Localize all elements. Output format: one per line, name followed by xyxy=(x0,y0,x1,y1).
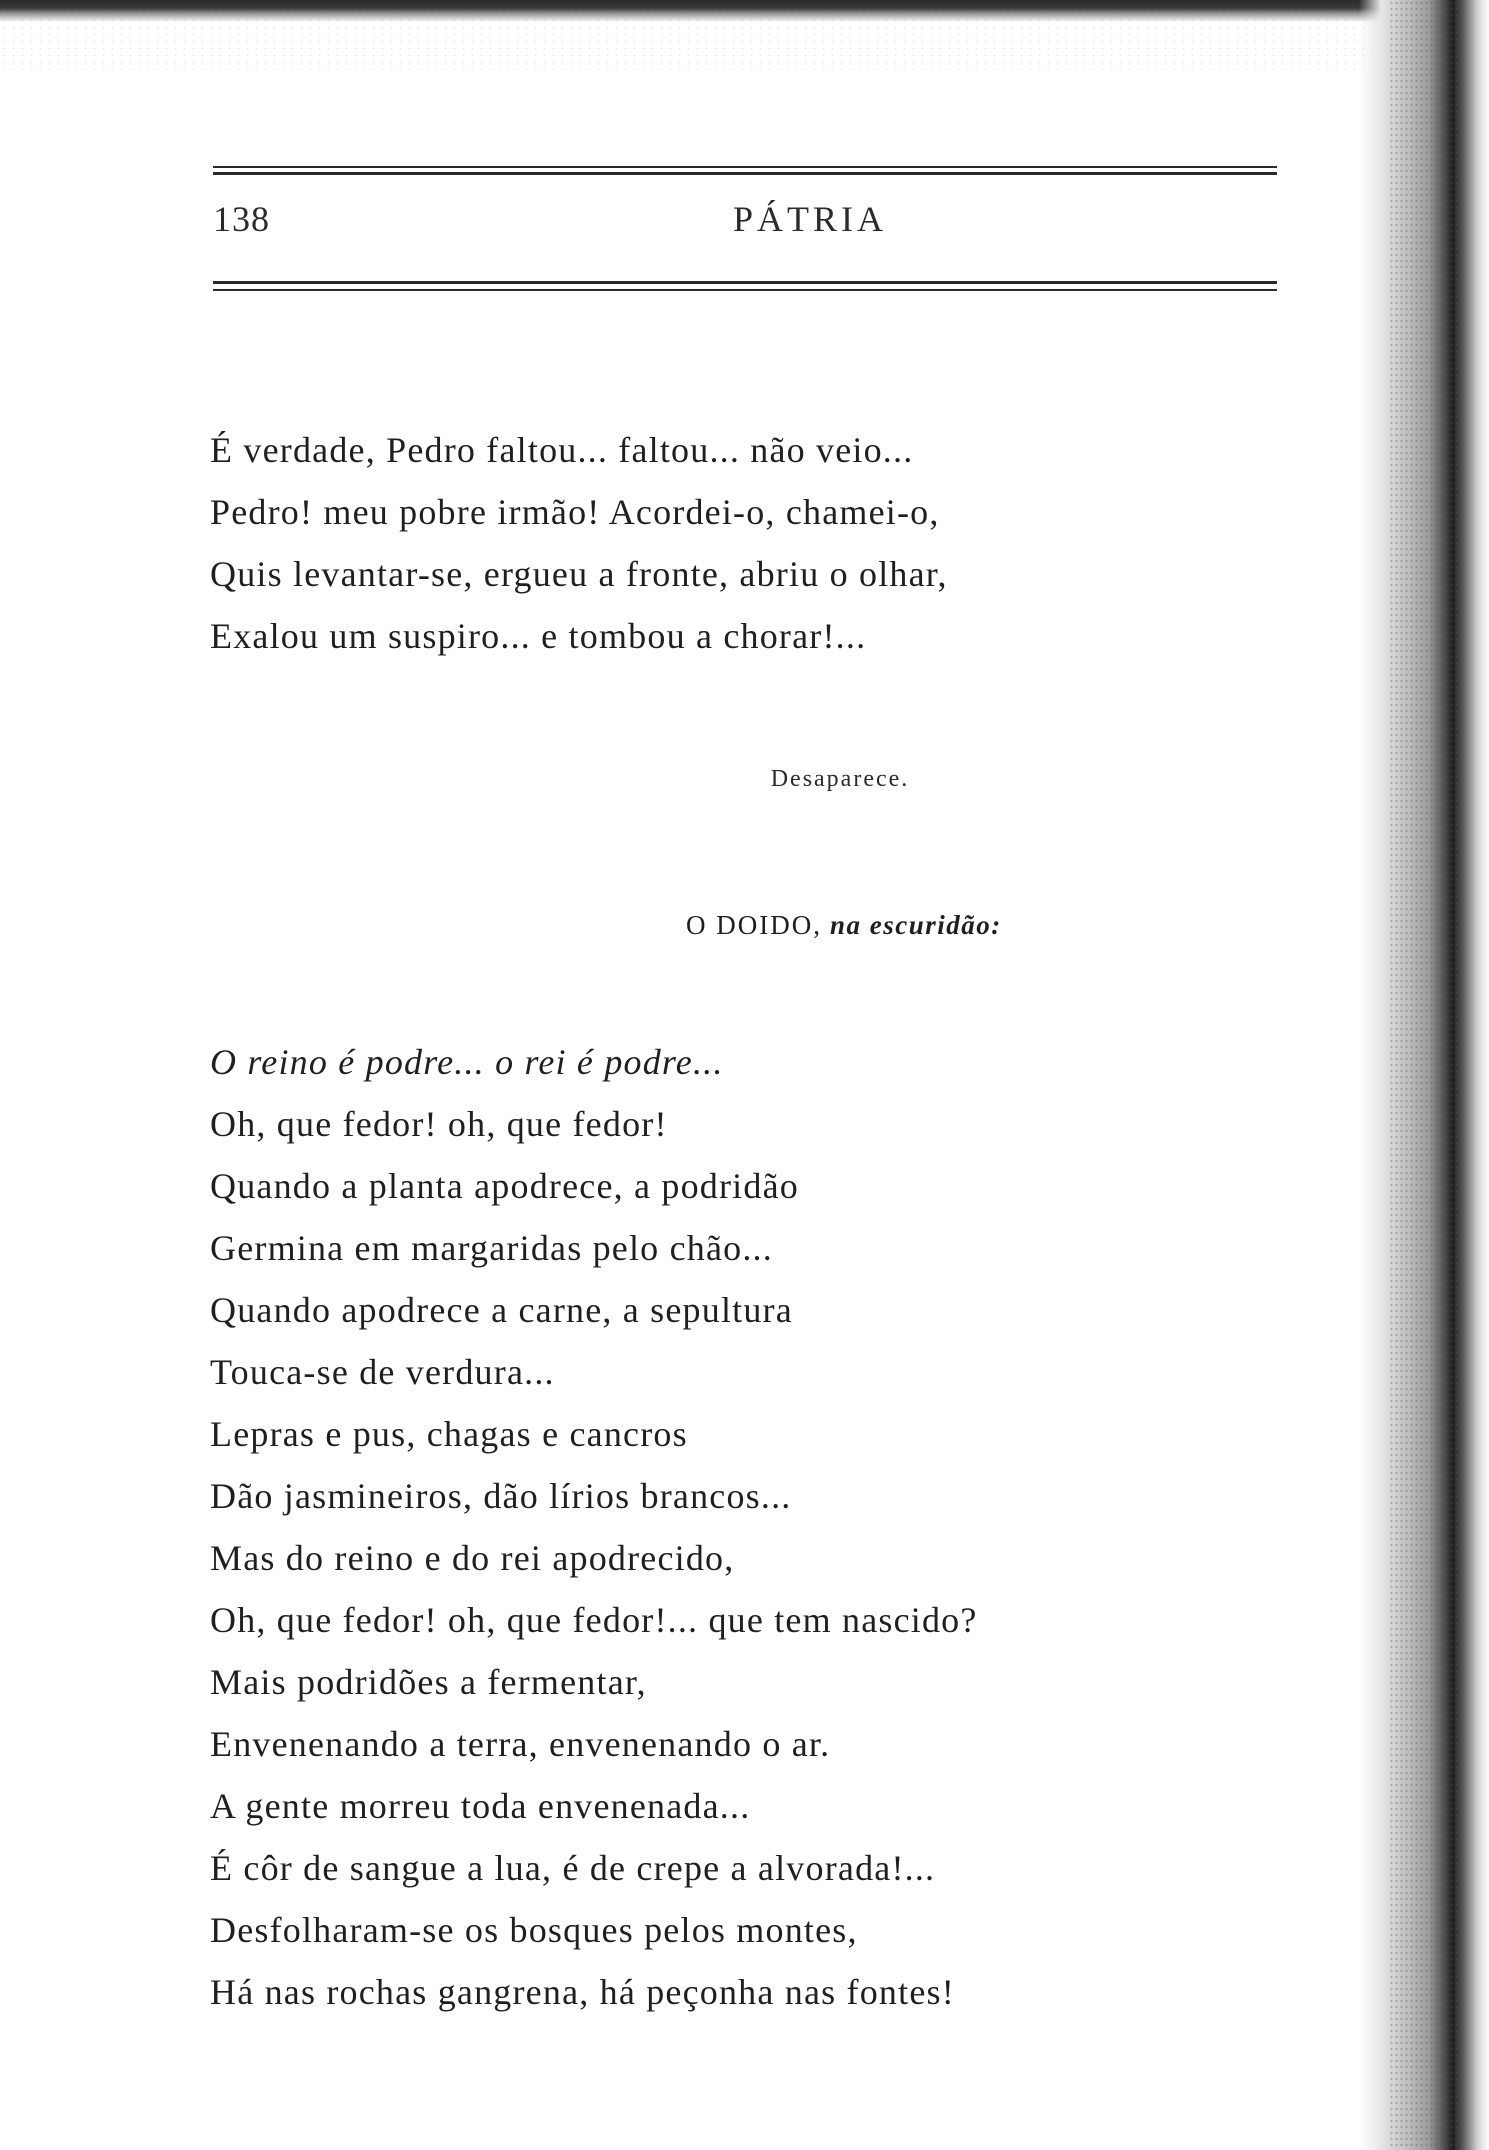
verse-line: Quis levantar-se, ergueu a fronte, abriu o olhar, xyxy=(210,554,948,594)
header-rule-bottom-thin xyxy=(213,289,1277,291)
verse-line: Quando a planta apodrece, a podridão xyxy=(210,1166,799,1206)
scan-noise xyxy=(0,10,1380,70)
running-title: PÁTRIA xyxy=(732,199,887,239)
verse-line: Pedro! meu pobre irmão! Acordei-o, chamei-o, xyxy=(210,492,940,532)
stage-direction: Desaparece. xyxy=(770,766,910,792)
verse-line: Oh, que fedor! oh, que fedor!... que tem nascido? xyxy=(210,1600,978,1640)
speaker-direction: na escuridão: xyxy=(829,910,1002,940)
verse-line: Oh, que fedor! oh, que fedor! xyxy=(210,1104,668,1144)
verse-line: Dão jasmineiros, dão lírios brancos... xyxy=(210,1476,792,1516)
verse-line: É côr de sangue a lua, é de crepe a alvorada!... xyxy=(210,1848,936,1888)
page-number: 138 xyxy=(213,199,270,239)
verse-line: Desfolharam-se os bosques pelos montes, xyxy=(210,1910,858,1950)
speaker-name: O DOIDO, xyxy=(686,910,822,940)
header-rule-top-thin xyxy=(213,166,1277,168)
speaker-heading xyxy=(686,910,1002,941)
verse-line: Quando apodrece a carne, a sepultura xyxy=(210,1290,793,1330)
header-rule-top-thick xyxy=(213,172,1277,175)
verse-line: Exalou um suspiro... e tombou a chorar!... xyxy=(210,616,867,656)
verse-line: A gente morreu toda envenenada... xyxy=(210,1786,751,1826)
binding-noise xyxy=(1389,0,1459,2150)
header-rule-bottom-thick xyxy=(213,281,1277,284)
verse-line: Mais podridões a fermentar, xyxy=(210,1662,647,1702)
verse-line: É verdade, Pedro faltou... faltou... não veio... xyxy=(210,430,914,470)
verse-line: Mas do reino e do rei apodrecido, xyxy=(210,1538,735,1578)
verse-line: O reino é podre... o rei é podre... xyxy=(210,1042,724,1082)
verse-line: Envenenando a terra, envenenando o ar. xyxy=(210,1724,831,1764)
verse-line: Há nas rochas gangrena, há peçonha nas fontes! xyxy=(210,1972,955,2012)
verse-line: Touca-se de verdura... xyxy=(210,1352,555,1392)
verse-line: Germina em margaridas pelo chão... xyxy=(210,1228,773,1268)
verse-line: Lepras e pus, chagas e cancros xyxy=(210,1414,688,1454)
